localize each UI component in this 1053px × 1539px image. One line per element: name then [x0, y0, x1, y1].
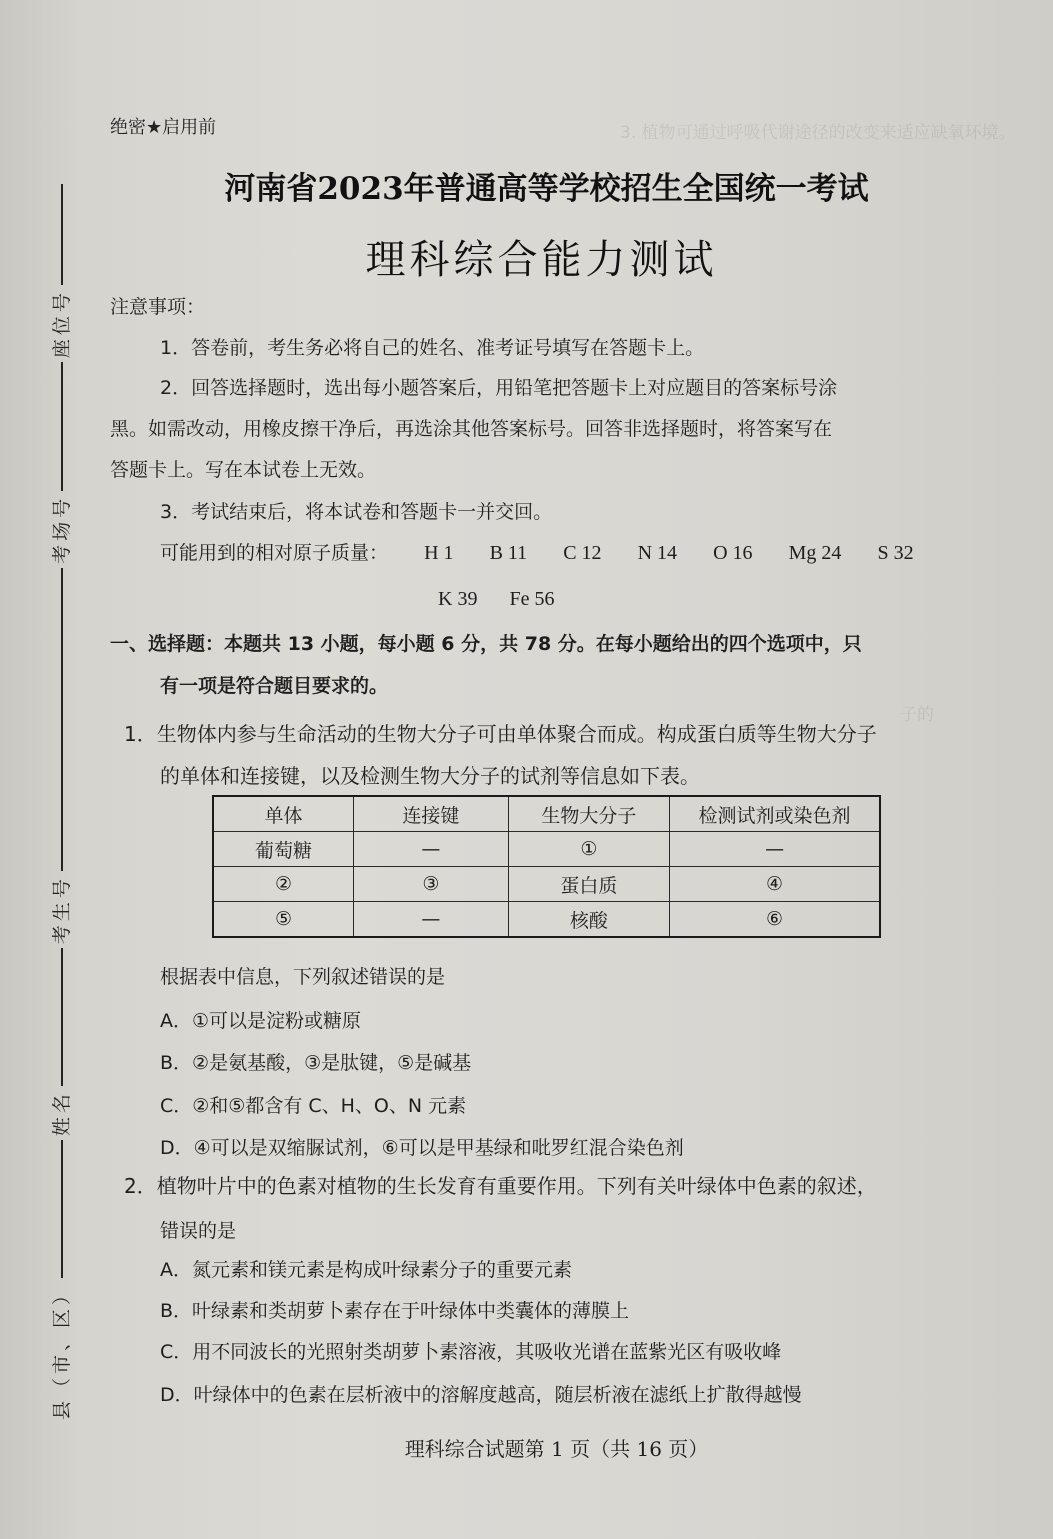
question-1-option-c: C．②和⑤都含有 C、H、O、N 元素: [160, 1095, 467, 1117]
table-cell: ⑤: [213, 902, 354, 938]
table-cell: ⑥: [670, 902, 880, 938]
table-cell: 核酸: [508, 902, 670, 938]
question-1-option-a: A．①可以是淀粉或糖原: [160, 1010, 362, 1032]
question-2-option-b: B．叶绿素和类胡萝卜素存在于叶绿体中类囊体的薄膜上: [160, 1300, 630, 1322]
atomic-mass: S 32: [877, 542, 914, 564]
atomic-mass: N 14: [637, 542, 678, 564]
room-blank: [61, 362, 63, 491]
table-header: 连接键: [354, 796, 509, 832]
question-2-stem: 2．植物叶片中的色素对植物的生长发育有重要作用。下列有关叶绿体中色素的叙述，: [124, 1174, 877, 1198]
binding-label-name: 姓名: [50, 1090, 73, 1137]
bleed-through-text: 3. 植物可通过呼吸代谢途径的改变来适应缺氧环境。: [620, 123, 1016, 143]
atomic-masses-line-2: [438, 588, 581, 611]
exam-title: 河南省2023年普通高等学校招生全国统一考试: [224, 171, 869, 207]
table-row: [213, 867, 880, 902]
student-id-blank: [61, 568, 63, 871]
question-1-stem: 1．生物体内参与生命活动的生物大分子可由单体聚合而成。构成蛋白质等生物大分子: [124, 722, 877, 746]
atomic-mass: H 1: [424, 542, 454, 564]
section-heading: 一、选择题：本题共 13 小题，每小题 6 分，共 78 分。在每小题给出的四个选项中，只: [110, 633, 862, 655]
binding-strip: [40, 180, 80, 1420]
question-1-option-d: D．④可以是双缩脲试剂，⑥可以是甲基绿和吡罗红混合染色剂: [160, 1137, 684, 1159]
atomic-mass: K 39: [438, 588, 478, 610]
atomic-mass: Fe 56: [509, 588, 555, 610]
atomic-mass: O 16: [713, 542, 753, 564]
name-blank: [61, 948, 63, 1086]
note-item: 3．考试结束后，将本试卷和答题卡一并交回。: [160, 501, 553, 523]
table-row: [213, 832, 880, 867]
atomic-mass: B 11: [489, 542, 528, 564]
note-item: 2．回答选择题时，选出每小题答案后，用铅笔把答题卡上对应题目的答案标号涂: [160, 377, 838, 399]
table-header: 单体: [213, 796, 354, 832]
atomic-masses-label: 可能用到的相对原子质量：: [160, 542, 389, 564]
page-footer: 理科综合试题第 1 页（共 16 页）: [404, 1437, 709, 1461]
note-item: 答题卡上。写在本试卷上无效。: [110, 459, 377, 481]
section-heading-cont: 有一项是符合题目要求的。: [160, 675, 389, 697]
table-cell: —: [354, 902, 509, 938]
notes-title: 注意事项：: [110, 296, 206, 318]
atomic-masses-line: [160, 538, 914, 565]
atomic-mass: C 12: [563, 542, 602, 564]
table-header: 检测试剂或染色剂: [670, 796, 880, 832]
binding-label-county: 县（市、区）: [50, 1281, 73, 1420]
biomolecule-table: [212, 795, 881, 938]
table-cell: ④: [670, 867, 880, 902]
table-row: [213, 902, 880, 938]
binding-label-room: 考场号: [50, 494, 73, 564]
table-cell: ②: [213, 867, 354, 902]
table-cell: —: [354, 832, 509, 867]
question-1-stem-cont: 的单体和连接键，以及检测生物大分子的试剂等信息如下表。: [160, 764, 700, 788]
binding-label-seat: 座位号: [50, 289, 73, 359]
table-cell: ③: [354, 867, 509, 902]
note-item: 1．答卷前，考生务必将自己的姓名、准考证号填写在答题卡上。: [160, 337, 705, 359]
note-item: 黑。如需改动，用橡皮擦干净后，再选涂其他答案标号。回答非选择题时，将答案写在: [110, 418, 833, 440]
atomic-mass: Mg 24: [788, 542, 842, 564]
table-header-row: [213, 796, 880, 832]
question-2-stem-cont: 错误的是: [160, 1220, 237, 1242]
question-2-option-a: A．氮元素和镁元素是构成叶绿素分子的重要元素: [160, 1259, 572, 1281]
question-2-option-d: D．叶绿体中的色素在层析液中的溶解度越高，随层析液在滤纸上扩散得越慢: [160, 1384, 802, 1406]
bleed-through-text: 子的: [900, 705, 934, 725]
table-cell: 葡萄糖: [213, 832, 354, 867]
confidential-mark: 绝密★启用前: [110, 117, 217, 138]
table-header: 生物大分子: [508, 796, 670, 832]
table-cell: —: [670, 832, 880, 867]
question-1-option-b: B．②是氨基酸，③是肽键，⑤是碱基: [160, 1052, 472, 1074]
binding-label-student-id: 考生号: [50, 875, 73, 945]
table-cell: 蛋白质: [508, 867, 670, 902]
question-1-prompt: 根据表中信息，下列叙述错误的是: [160, 966, 446, 988]
question-2-option-c: C．用不同波长的光照射类胡萝卜素溶液，其吸收光谱在蓝紫光区有吸收峰: [160, 1341, 782, 1363]
table-cell: ①: [508, 832, 670, 867]
county-blank: [61, 1140, 63, 1278]
exam-subtitle: 理科综合能力测试: [365, 237, 718, 283]
